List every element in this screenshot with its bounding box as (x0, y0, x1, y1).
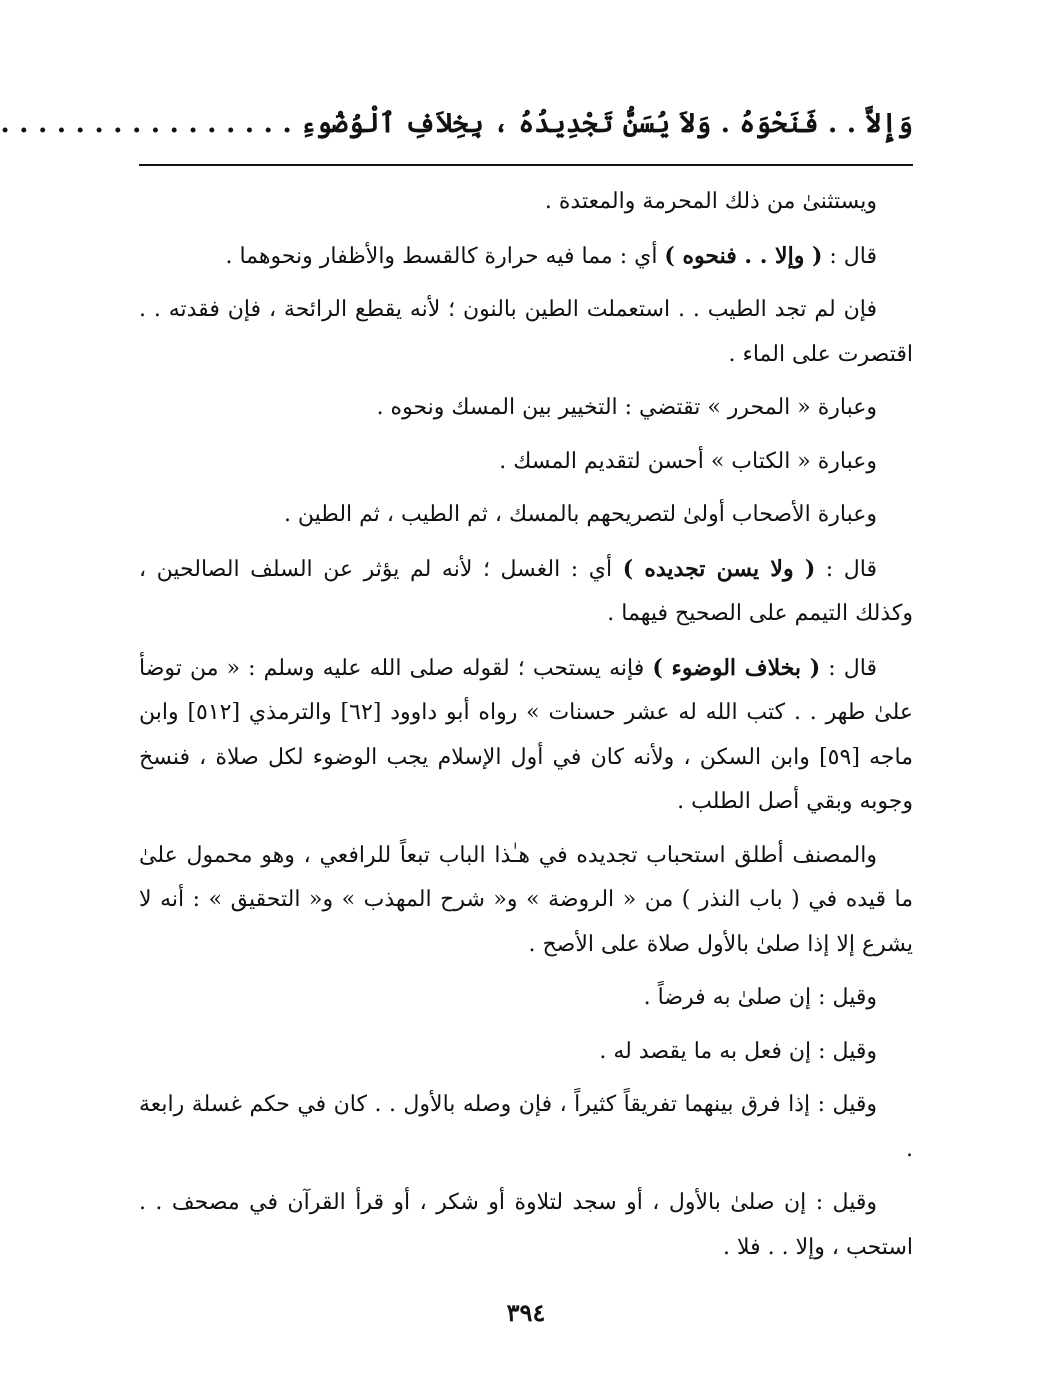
paragraph: ويستثنىٰ من ذلك المحرمة والمعتدة . (544, 189, 877, 214)
paragraph: وعبارة « المحرر » تقتضي : التخيير بين المسك ونحوه . (376, 395, 877, 420)
paragraph: وقيل : إن صلىٰ به فرضاً . (643, 985, 877, 1010)
paragraph: قال : ( وإلا . . فنحوه ) أي : مما فيه حرارة كالقسط والأظفار ونحوهما . (225, 242, 877, 269)
quoted-matn: ( وإلا . . فنحوه ) (664, 242, 823, 269)
paragraph: وقيل : إذا فرق بينهما تفريقاً كثيراً ، فإن وصله بالأول . . كان في حكم غسلة رابعة . (139, 1092, 913, 1162)
matn-header (0, 96, 913, 152)
paragraph: وقيل : إن فعل به ما يقصد له . (599, 1038, 877, 1064)
paragraph: فإن لم تجد الطيب . . استعملت الطين بالنون ؛ لأنه يقطع الرائحة ، فإن فقدته . . اقتصرت على الماء . (139, 297, 913, 367)
header-divider (139, 164, 913, 166)
matn-text: وَإِلاَّ . . فَنَحْوَهُ . وَلاَ يُسَنُّ تَجْدِيدُهُ ، بِخِلاَفِ ٱلْوُضُوءِ (300, 108, 913, 139)
paragraph: قال : ( ولا يسن تجديده ) أي : الغسل ؛ لأنه لم يؤثر عن السلف الصالحين ، وكذلك التيمم على الصحيح فيهما . (139, 555, 913, 626)
paragraph: وعبارة الأصحاب أولىٰ لتصريحهم بالمسك ، ثم الطيب ، ثم الطين . (283, 502, 877, 527)
quoted-matn: ( بخلاف الوضوء ) (652, 654, 821, 681)
quoted-matn: ( ولا يسن تجديده ) (622, 555, 816, 582)
page-number: ٣٩٤ (506, 1298, 546, 1327)
paragraph: والمصنف أطلق استحباب تجديده في هـٰذا الباب تبعاً للرافعي ، وهو محمول علىٰ ما قيده في ( باب النذر ) من « الروضة » و« شرح المهذب » و« التحقيق » : أنه لا يشرع إلا إذا صلىٰ بالأول صلاة على الأصح . (139, 842, 913, 957)
paragraph: وقيل : إن صلىٰ بالأول ، أو سجد لتلاوة أو شكر ، أو قرأ القرآن في مصحف . . استحب ، وإلا . . فلا . (139, 1190, 913, 1260)
paragraph: وعبارة « الكتاب » أحسن لتقديم المسك . (499, 448, 877, 474)
commentary-body (139, 180, 913, 1279)
matn-dots: . . . . . . . . . . . . . . . . (0, 108, 292, 139)
paragraph: قال : ( بخلاف الوضوء ) فإنه يستحب ؛ لقوله صلى الله عليه وسلم : « من توضأ علىٰ طهر . . كتب الله له عشر حسنات » رواه أبو داوود [٦٢] والترمذي [٥١٢] وابن ماجه [٥٩] وابن السكن ، ولأنه كان في أول الإسلام يجب الوضوء لكل صلاة ، فنسخ وجوبه وبقي أصل الطلب . (139, 654, 914, 814)
